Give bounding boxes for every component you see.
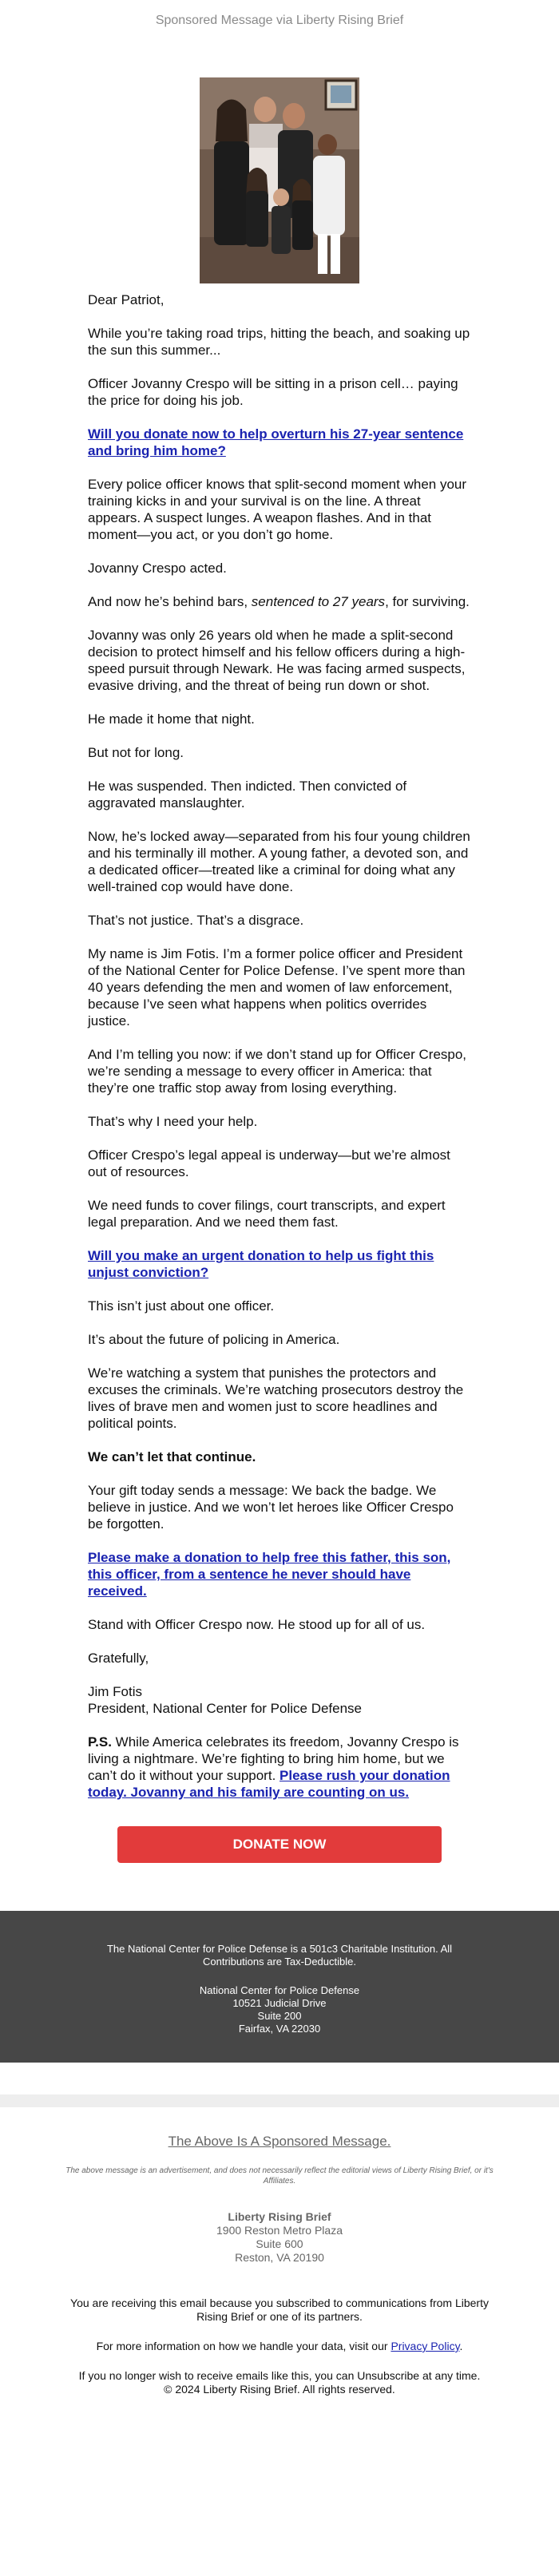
postscript: [88, 1734, 471, 1801]
ps-text: While America celebrates its freedom, Jovanny Crespo is living a nightmare. We’re fighting to bring him home, but we can’t do it without your support.: [88, 1734, 459, 1783]
ps-label: P.S.: [88, 1734, 112, 1750]
donate-link-1[interactable]: Will you donate now to help overturn his 27-year sentence and bring him home?: [88, 426, 464, 458]
signature-title: President, National Center for Police Defense: [88, 1701, 363, 1716]
paragraph: He was suspended. Then indicted. Then convicted of aggravated manslaughter.: [88, 779, 407, 810]
company-suite: Suite 600: [256, 2237, 303, 2250]
paragraph: It’s about the future of policing in America.: [88, 1332, 340, 1347]
paragraph: While you’re taking road trips, hitting the beach, and soaking up the sun this summer...: [88, 326, 470, 358]
paragraph: That’s not justice. That’s a disgrace.: [88, 913, 304, 928]
sponsor-title: The Above Is A Sponsored Message.: [168, 2134, 391, 2149]
paragraph: Every police officer knows that split-second moment when your training kicks in and your survival is on the line. A threat appears. A suspect lunges. A weapon flashes. And in that moment—you act, or you don’t go home.: [88, 477, 467, 542]
divider: [0, 2094, 559, 2107]
privacy-end: .: [459, 2340, 463, 2352]
privacy-text: For more information on how we handle your data, visit our: [96, 2340, 391, 2352]
spacer: [0, 2063, 559, 2094]
family-photo-icon: [200, 77, 359, 283]
text-fragment: And now he’s behind bars,: [88, 594, 252, 609]
unsubscribe-text[interactable]: If you no longer wish to receive emails like this, you can Unsubscribe at any time.: [78, 2369, 481, 2382]
donate-area: [0, 1826, 559, 1863]
paragraph: Your gift today sends a message: We back the badge. We believe in justice. And we won’t let heroes like Officer Crespo be forgotten.: [88, 1483, 454, 1532]
sponsor-disclaimer: The above message is an advertisement, and does not necessarily reflect the editorial views of Liberty Rising Brief, or it's Affiliates.: [65, 2166, 494, 2186]
paragraph: Officer Jovanny Crespo will be sitting in a prison cell… paying the price for doing his job.: [88, 376, 458, 408]
org-suite: Suite 200: [257, 2010, 302, 2022]
donate-link-3[interactable]: Please make a donation to help free this father, this son, this officer, from a sentence he never should have received.: [88, 1550, 451, 1599]
privacy-notice: [56, 2340, 503, 2353]
donate-link-2[interactable]: Will you make an urgent donation to help us fight this unjust conviction?: [88, 1248, 434, 1280]
paragraph: But not for long.: [88, 745, 184, 760]
signature-name: Jim Fotis: [88, 1684, 142, 1699]
donate-now-button[interactable]: DONATE NOW: [117, 1826, 442, 1863]
paragraph: Jovanny Crespo acted.: [88, 561, 227, 576]
sponsor-footer: [0, 2107, 559, 2396]
sponsor-address: [0, 2210, 559, 2265]
paragraph: Jovanny was only 26 years old when he made a split-second decision to protect himself and his fellow officers during a high-speed pursuit through Newark. He was facing armed suspects, evasive driving, and the threat of being run down or shot.: [88, 628, 466, 693]
text-fragment: , for surviving.: [385, 594, 470, 609]
charity-statement: The National Center for Police Defense is a 501c3 Charitable Institution. All Contributions are Tax-Deductible.: [106, 1943, 453, 1968]
donate-link-ps[interactable]: Please rush your donation today. Jovanny and his family are counting on us.: [88, 1768, 450, 1800]
org-city: Fairfax, VA 22030: [238, 2023, 321, 2035]
privacy-policy-link[interactable]: Privacy Policy: [391, 2340, 460, 2352]
paragraph: This isn’t just about one officer.: [88, 1298, 275, 1314]
paragraph: We’re watching a system that punishes the protectors and excuses the criminals. We’re watching prosecutors destroy the lives of brave men and women just to score headlines and political points.: [88, 1365, 464, 1431]
paragraph-sentence: [88, 593, 471, 610]
org-street: 10521 Judicial Drive: [232, 1997, 327, 2009]
letter-body: [88, 291, 471, 1801]
company-name: Liberty Rising Brief: [228, 2210, 331, 2223]
paragraph: We need funds to cover filings, court transcripts, and expert legal preparation. And we need them fast.: [88, 1198, 446, 1230]
paragraph: That’s why I need your help.: [88, 1114, 258, 1129]
unsubscribe-notice: [56, 2369, 503, 2396]
paragraph: My name is Jim Fotis. I’m a former police officer and President of the National Center for Police Defense. I’ve spent more than 40 years defending the men and women of law enforcement, because I’ve seen what happens when politics overrides justice.: [88, 946, 466, 1028]
subscription-notice: You are receiving this email because you subscribed to communications from Liberty Rising Brief or one of its partners.: [70, 2297, 489, 2323]
donate-link-2-wrap: [88, 1247, 471, 1281]
org-footer: [0, 1911, 559, 2063]
donate-link-3-wrap: [88, 1549, 471, 1599]
paragraph: Now, he’s locked away—separated from his four young children and his terminally ill mother. A young father, a devoted son, and a dedicated officer—treated like a criminal for doing what any well-trained cop would have done.: [88, 829, 470, 894]
closing: Gratefully,: [88, 1651, 149, 1666]
sentence-emphasis: sentenced to 27 years: [251, 594, 386, 609]
company-street: 1900 Reston Metro Plaza: [216, 2224, 343, 2237]
paragraph: And I’m telling you now: if we don’t stand up for Officer Crespo, we’re sending a message to every officer in America: that they’re one traffic stop away from losing everything.: [88, 1047, 467, 1096]
family-photo: [200, 77, 359, 283]
fine-print: [56, 2297, 503, 2396]
company-city: Reston, VA 20190: [235, 2251, 324, 2264]
greeting: Dear Patriot,: [88, 292, 165, 307]
sponsored-banner: Sponsored Message via Liberty Rising Brief: [155, 14, 404, 27]
paragraph: He made it home that night.: [88, 711, 255, 727]
donate-link-1-wrap: [88, 426, 471, 459]
org-name: National Center for Police Defense: [199, 1984, 360, 1996]
paragraph-bold: We can’t let that continue.: [88, 1449, 256, 1464]
paragraph: Stand with Officer Crespo now. He stood up for all of us.: [88, 1617, 426, 1632]
signature: [88, 1683, 471, 1717]
copyright: © 2024 Liberty Rising Brief. All rights reserved.: [164, 2383, 395, 2396]
paragraph: Officer Crespo’s legal appeal is underway—but we’re almost out of resources.: [88, 1147, 450, 1179]
